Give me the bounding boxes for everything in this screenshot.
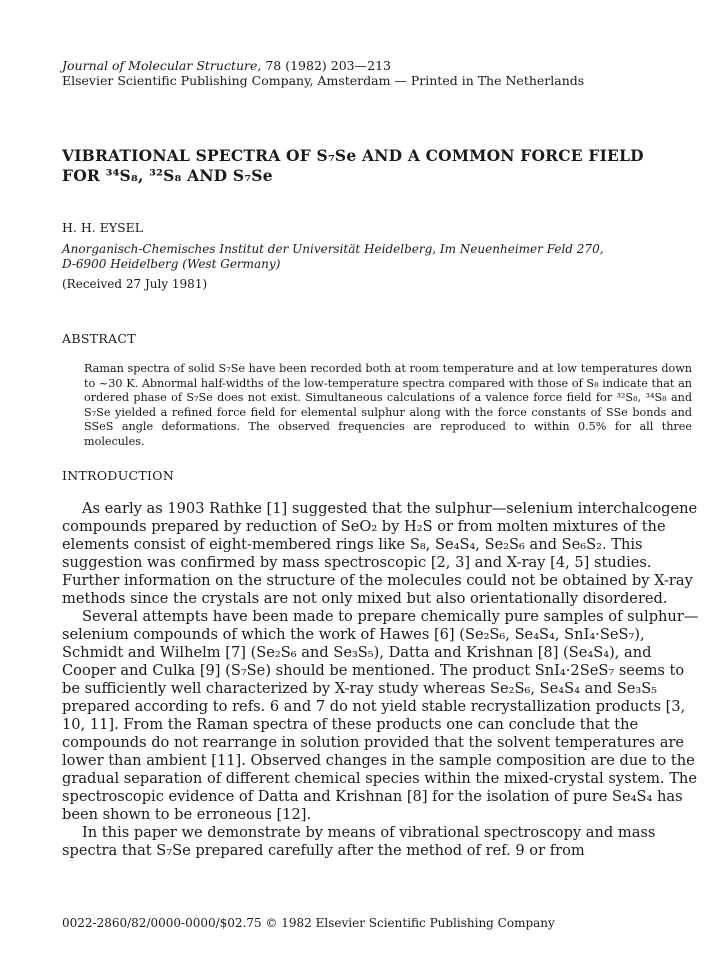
copyright-footer: 0022-2860/82/0000-0000/$02.75 © 1982 Elsevier Scientific Publishing Company (62, 916, 555, 930)
journal-name: Journal of Molecular Structure, (62, 58, 262, 73)
affiliation-line-2: D-6900 Heidelberg (West Germany) (62, 257, 281, 271)
abstract-text (62, 362, 692, 450)
intro-paragraph-2: Several attempts have been made to prepare chemically pure samples of sulphur—selenium compounds of which the work of Hawes [6] (Se₂S₆, Se₄S₄, SnI₄·SeS₇), Schmidt and Wilhelm [7] (Se₂S₆ and Se₃S₅), Datta and Krishnan [8] (Se₄S₄), and Cooper and Culka [9] (S₇Se) should be mentioned. The product SnI₄·2SeS₇ seems to be sufficiently well characterized by X-ray study whereas Se₂S₆, Se₄S₄ and Se₃S₅ prepared according to refs. 6 and 7 do not yield stable recrystallization products [3, 10, 11]. From the Raman spectra of these products one can conclude that the compounds do not rearrange in solution provided that the solvent temperatures are lower than ambient [11]. Observed changes in the sample composition are due to the gradual separation of different chemical species within the mixed-crystal system. The spectroscopic evidence of Datta and Krishnan [8] for the isolation of pure Se₄S₄ has been shown to be erroneous [12]. (62, 608, 699, 823)
affiliation-line-1: Anorganisch-Chemisches Institut der Universität Heidelberg, Im Neuenheimer Feld 270, (62, 242, 604, 256)
introduction-body (62, 500, 702, 860)
title-line-2: FOR ³⁴S₈, ³²S₈ AND S₇Se (62, 166, 273, 185)
journal-header (62, 58, 682, 88)
received-date: (Received 27 July 1981) (62, 277, 208, 291)
publisher-line: Elsevier Scientific Publishing Company, Amsterdam — Printed in The Netherlands (62, 73, 585, 88)
abstract-heading: ABSTRACT (62, 331, 136, 346)
intro-paragraph-1: As early as 1903 Rathke [1] suggested that the sulphur—selenium interchalcogene compounds prepared by reduction of SeO₂ by H₂S or from molten mixtures of the elements consist of eight-membered rings like S₈, Se₄S₄, Se₂S₆ and Se₆S₂. This suggestion was confirmed by mass spectroscopic [2, 3] and X-ray [4, 5] studies. Further information on the structure of the molecules could not be obtained by X-ray methods since the crystals are not only mixed but also orientationally disordered. (62, 500, 698, 607)
article-title (62, 146, 682, 186)
title-line-1: VIBRATIONAL SPECTRA OF S₇Se AND A COMMON FORCE FIELD (62, 146, 644, 165)
journal-volume-pages: 78 (1982) 203—213 (261, 58, 391, 73)
author-name: H. H. EYSEL (62, 220, 144, 235)
journal-citation (62, 58, 682, 73)
introduction-heading: INTRODUCTION (62, 468, 175, 483)
abstract-paragraph: Raman spectra of solid S₇Se have been recorded both at room temperature and at low temperatures down to ~30 K. Abnormal half-widths of the low-temperature spectra compared with those of S₈ indicate that an ordered phase of S₇Se does not exist. Simultaneous calculations of a valence force field for ³²S₈, ³⁴S₈ and S₇Se yielded a refined force field for elemental sulphur along with the force constants of SSe bonds and SSeS angle deformations. The observed frequencies are reproduced to within 0.5% for all three molecules. (84, 362, 692, 448)
intro-paragraph-3: In this paper we demonstrate by means of vibrational spectroscopy and mass spectra that S₇Se prepared carefully after the method of ref. 9 or from (62, 824, 656, 859)
affiliation (62, 242, 702, 272)
